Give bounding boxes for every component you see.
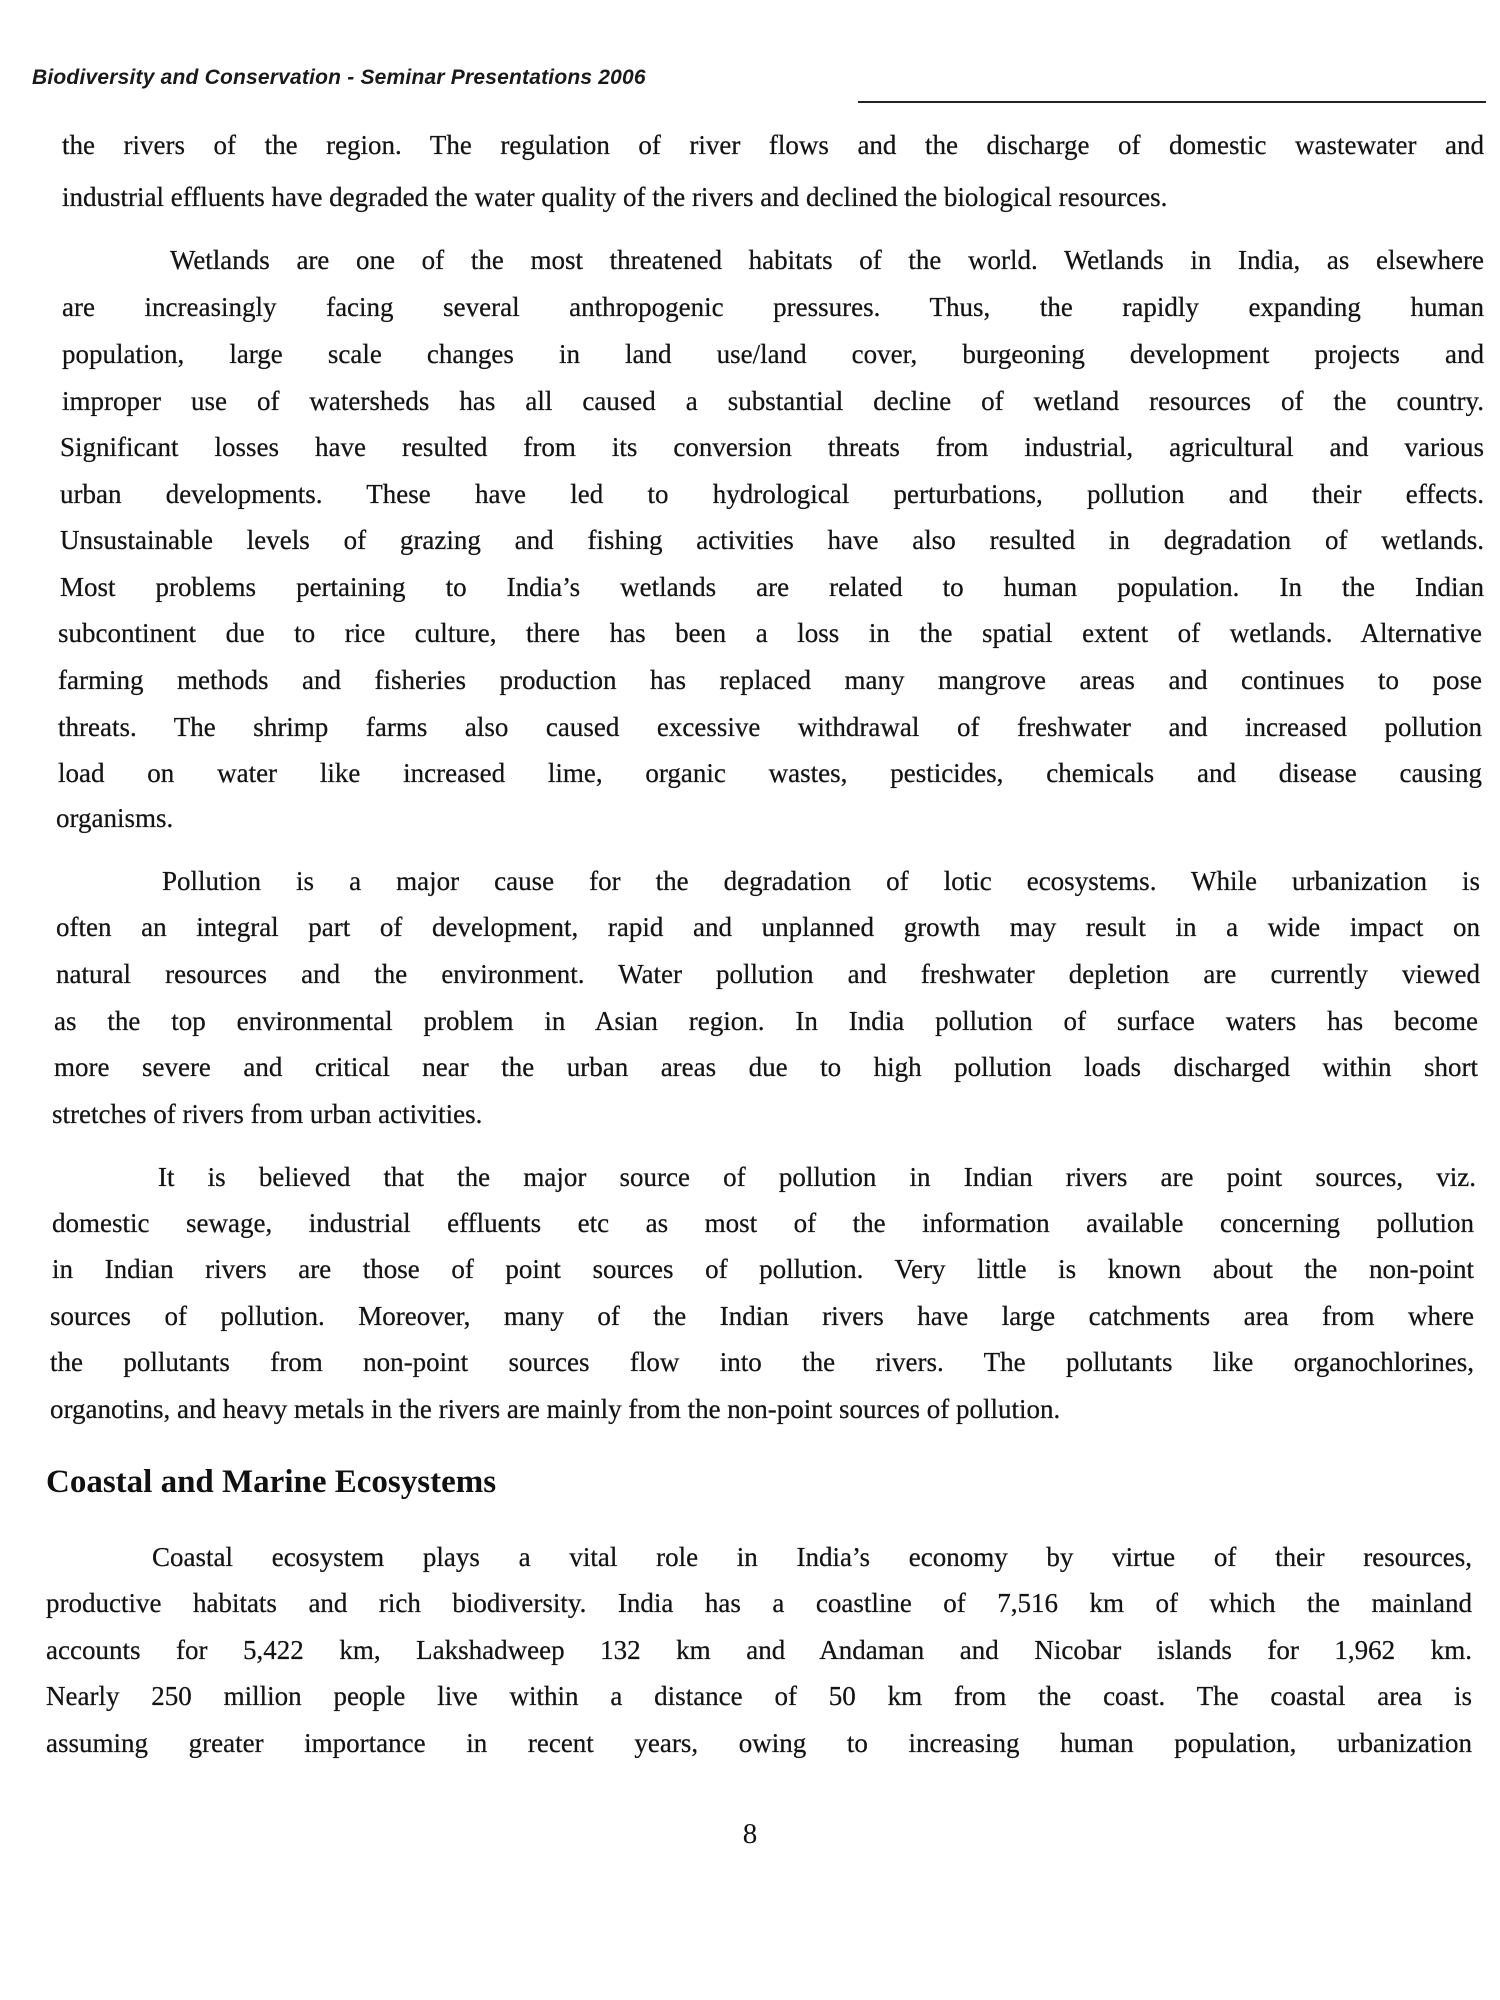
text-line: stretches of rivers from urban activities. <box>52 1099 483 1129</box>
text-line: It is believed that the major source of pollution in Indian rivers are point sources, viz. <box>158 1162 1476 1192</box>
text-line: subcontinent due to rice culture, there has been a loss in the spatial extent of wetlands. Alternative <box>58 618 1482 648</box>
text-line: urban developments. These have led to hydrological perturbations, pollution and their effects. <box>60 479 1484 509</box>
text-line: Unsustainable levels of grazing and fishing activities have also resulted in degradation of wetlands. <box>60 525 1484 555</box>
text-line: threats. The shrimp farms also caused excessive withdrawal of freshwater and increased pollution <box>58 712 1482 742</box>
text-line: often an integral part of development, rapid and unplanned growth may result in a wide impact on <box>56 912 1480 942</box>
text-line: domestic sewage, industrial effluents etc as most of the information available concerning pollution <box>52 1208 1474 1238</box>
text-line: industrial effluents have degraded the water quality of the rivers and declined the biological resources. <box>62 182 1168 212</box>
text-line: natural resources and the environment. Water pollution and freshwater depletion are currently viewed <box>56 959 1480 989</box>
page-number: 8 <box>742 1818 758 1850</box>
text-line: Coastal ecosystem plays a vital role in India’s economy by virtue of their resources, <box>152 1542 1472 1572</box>
text-line: are increasingly facing several anthropogenic pressures. Thus, the rapidly expanding human <box>62 292 1484 322</box>
text-line: as the top environmental problem in Asian region. In India pollution of surface waters has become <box>54 1006 1478 1036</box>
text-line: organisms. <box>56 803 174 833</box>
text-line: improper use of watersheds has all caused a substantial decline of wetland resources of the country. <box>62 386 1484 416</box>
text-line: in Indian rivers are those of point sources of pollution. Very little is known about the non-point <box>52 1254 1474 1284</box>
text-line: accounts for 5,422 km, Lakshadweep 132 km and Andaman and Nicobar islands for 1,962 km. <box>46 1635 1472 1665</box>
text-line: sources of pollution. Moreover, many of the Indian rivers have large catchments area from where <box>50 1301 1474 1331</box>
header-rule <box>858 101 1486 103</box>
text-line: farming methods and fisheries production has replaced many mangrove areas and continues to pose <box>58 665 1482 695</box>
text-line: productive habitats and rich biodiversity. India has a coastline of 7,516 km of which the mainland <box>46 1588 1472 1618</box>
text-line: Significant losses have resulted from its conversion threats from industrial, agricultural and various <box>60 432 1484 462</box>
running-header: Biodiversity and Conservation - Seminar Presentations 2006 <box>32 66 646 89</box>
text-line: Most problems pertaining to India’s wetlands are related to human population. In the Indian <box>60 572 1484 602</box>
text-line: load on water like increased lime, organic wastes, pesticides, chemicals and disease causing <box>58 758 1482 788</box>
text-line: assuming greater importance in recent years, owing to increasing human population, urbanization <box>46 1728 1472 1758</box>
text-line: population, large scale changes in land use/land cover, burgeoning development projects and <box>62 339 1484 369</box>
text-line: Wetlands are one of the most threatened habitats of the world. Wetlands in India, as elsewhere <box>170 245 1484 275</box>
text-line: more severe and critical near the urban areas due to high pollution loads discharged within short <box>54 1052 1478 1082</box>
text-line: organotins, and heavy metals in the rivers are mainly from the non-point sources of pollution. <box>50 1394 1061 1424</box>
text-line: Nearly 250 million people live within a distance of 50 km from the coast. The coastal area is <box>46 1681 1472 1711</box>
text-line: the rivers of the region. The regulation of river flows and the discharge of domestic wastewater and <box>62 130 1484 160</box>
text-line: the pollutants from non-point sources flow into the rivers. The pollutants like organochlorines, <box>50 1347 1474 1377</box>
text-line: Pollution is a major cause for the degradation of lotic ecosystems. While urbanization is <box>162 866 1480 896</box>
section-heading: Coastal and Marine Ecosystems <box>46 1464 497 1500</box>
